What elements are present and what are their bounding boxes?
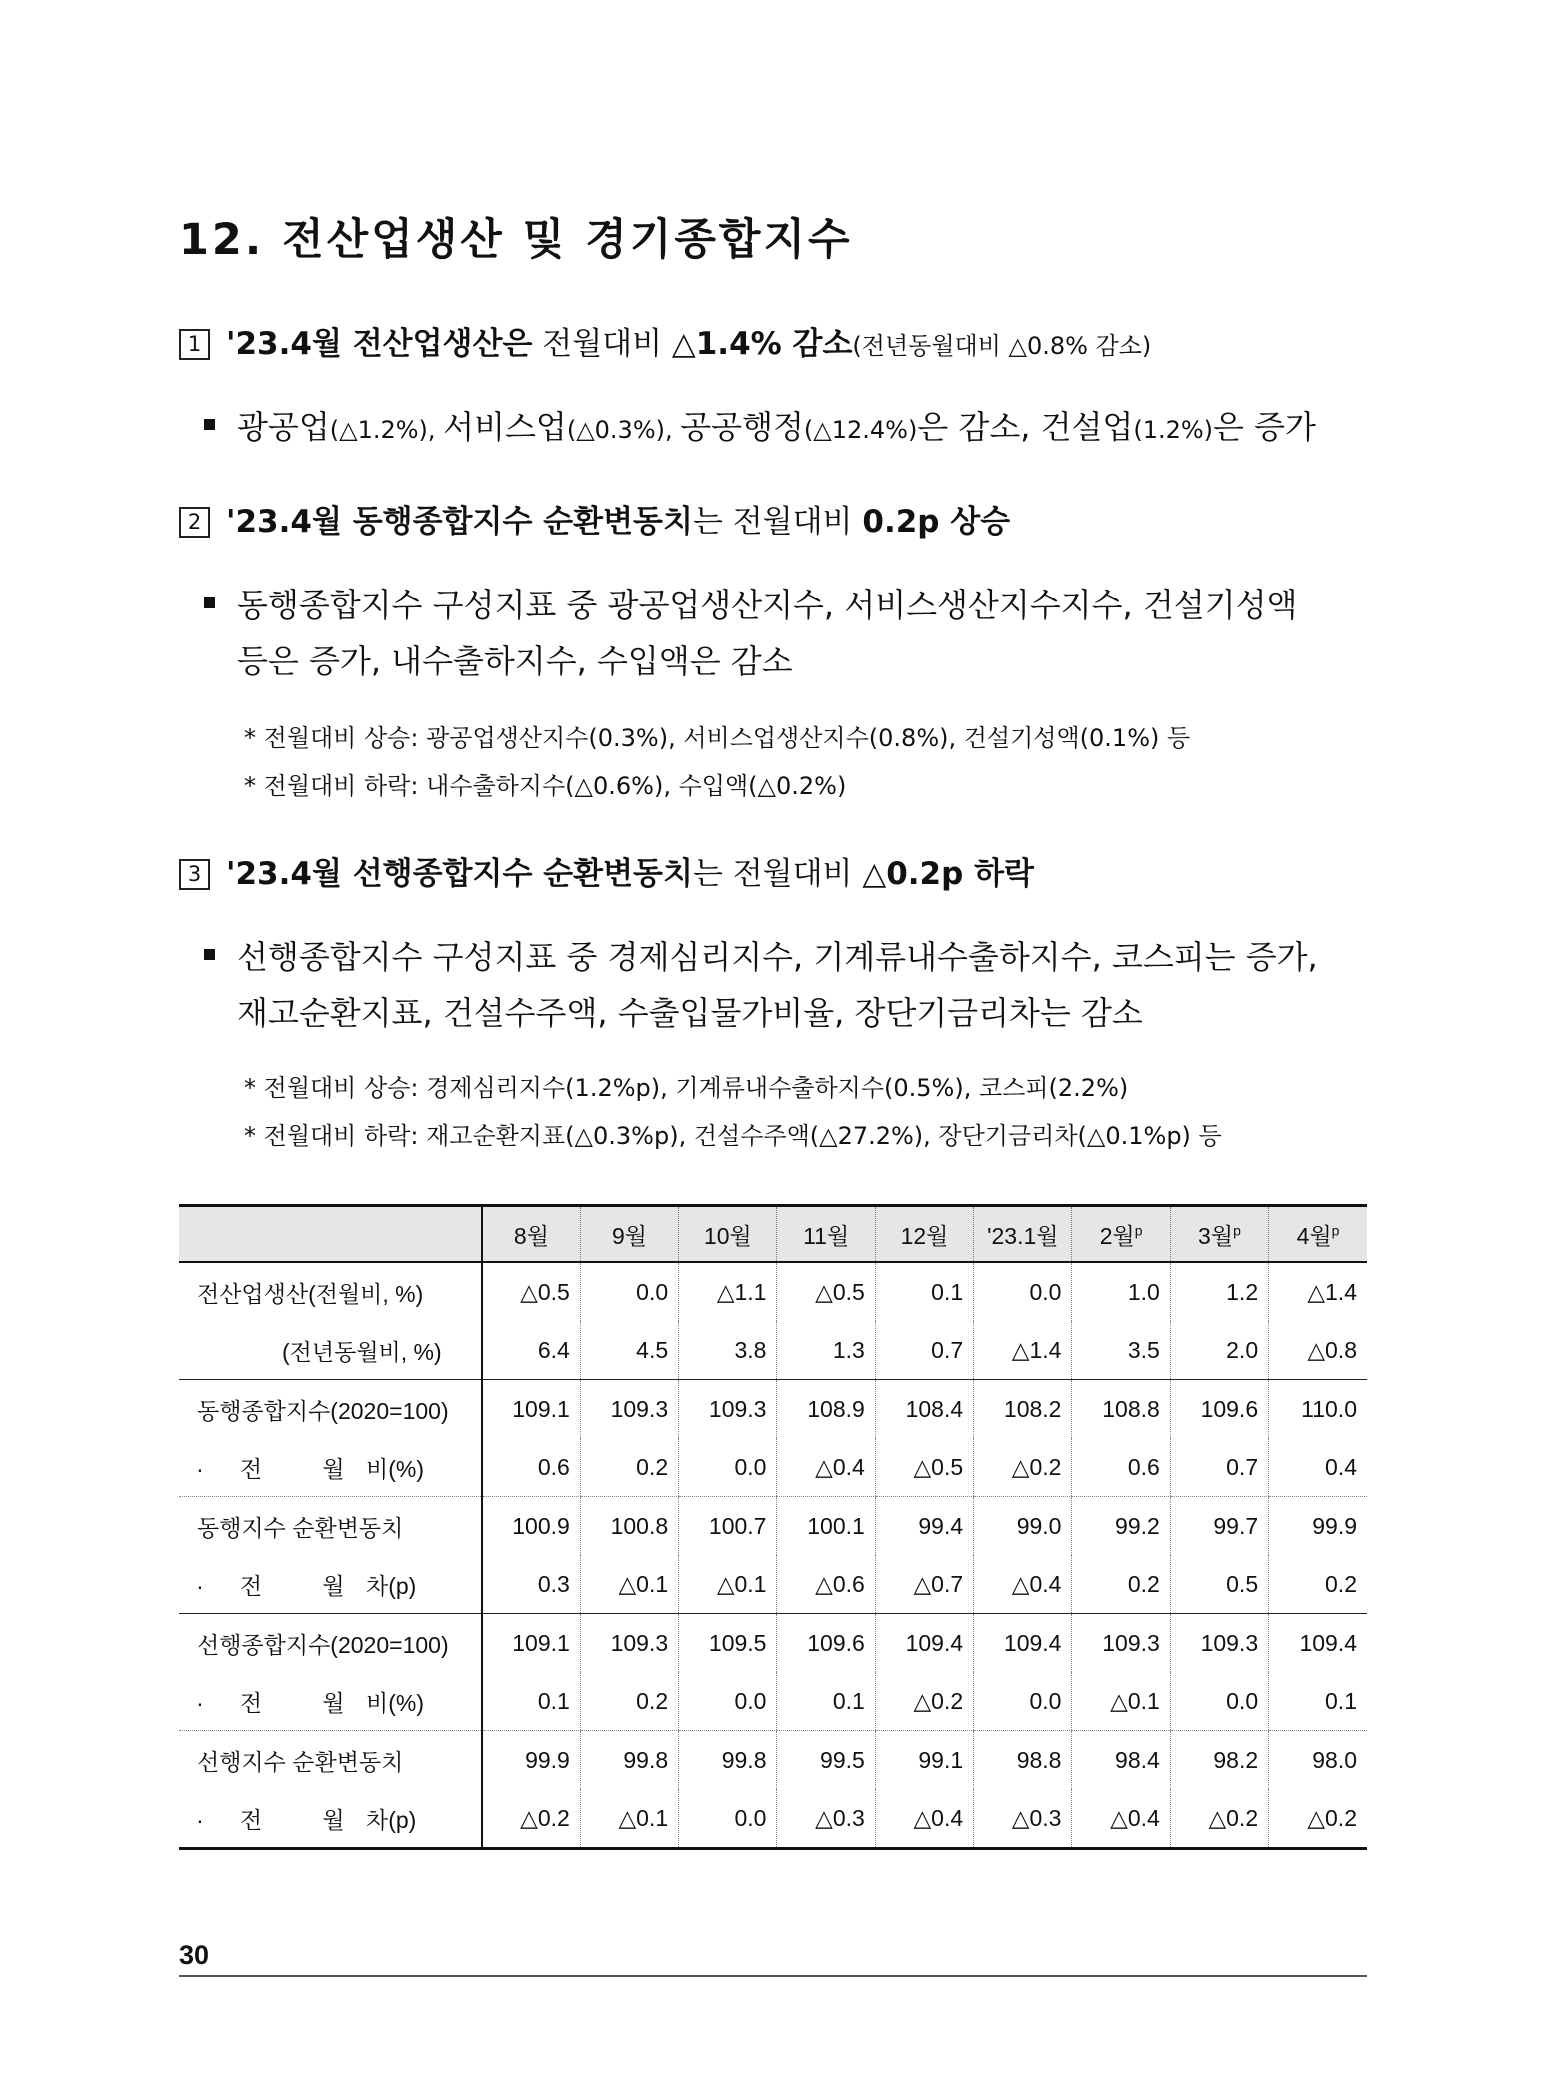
table-cell: 109.3 [580,1614,678,1673]
square-bullet-icon [204,419,215,430]
table-cell: 99.0 [974,1497,1072,1556]
table-cell: △0.5 [777,1262,875,1321]
table-cell: 98.0 [1269,1731,1367,1790]
table-cell: 109.1 [482,1614,580,1673]
row-label: (전년동월비, %) [179,1321,482,1380]
table-cell: △0.3 [777,1789,875,1849]
table-cell: △0.2 [482,1789,580,1849]
table-row [179,1497,1367,1556]
table-cell: 0.1 [777,1672,875,1731]
row-label: · 전 월 차(p) [179,1555,482,1614]
table-cell: △0.4 [1072,1789,1170,1849]
table-cell: 1.2 [1170,1262,1268,1321]
table-cell: △0.4 [974,1555,1072,1614]
table-cell: 0.0 [974,1262,1072,1321]
table-cell: △0.6 [777,1555,875,1614]
table-cell: 108.2 [974,1380,1072,1439]
square-bullet-icon [204,949,215,960]
row-label: 동행지수 순환변동치 [179,1497,482,1556]
header-cell: 4월$^p$ [1269,1206,1367,1263]
table-cell: 0.0 [679,1438,777,1497]
table-cell: 3.5 [1072,1321,1170,1380]
table-row [179,1438,1367,1497]
table-cell: △0.4 [875,1789,973,1849]
table-cell: 0.2 [1269,1555,1367,1614]
table-row [179,1321,1367,1380]
table-cell: △0.2 [1170,1789,1268,1849]
header-cell: 8월 [482,1206,580,1263]
table-cell: 0.7 [875,1321,973,1380]
table-cell: 0.2 [580,1438,678,1497]
table-cell: △0.1 [580,1555,678,1614]
table-cell: △0.2 [1269,1789,1367,1849]
table-cell: 100.1 [777,1497,875,1556]
table-cell: 109.3 [1072,1614,1170,1673]
table-cell: 0.0 [974,1672,1072,1731]
table-cell: △0.4 [777,1438,875,1497]
table-cell: △0.7 [875,1555,973,1614]
header-blank [179,1206,482,1263]
table-cell: 109.3 [580,1380,678,1439]
table-cell: 0.0 [679,1789,777,1849]
table-cell: △0.8 [1269,1321,1367,1380]
table-header-row [179,1206,1367,1263]
page-number: 30 [179,1940,210,1970]
row-label: · 전 월 비(%) [179,1672,482,1731]
section-title: 12. 전산업생산 및 경기종합지수 [179,215,853,265]
table-row [179,1262,1367,1321]
index-table [179,1204,1367,1850]
table-cell: 100.8 [580,1497,678,1556]
table-cell: 99.9 [1269,1497,1367,1556]
table-cell: △0.1 [580,1789,678,1849]
table-cell: 0.0 [1170,1672,1268,1731]
table-cell: 0.0 [679,1672,777,1731]
table-cell: 0.1 [875,1262,973,1321]
table-cell: △0.5 [875,1438,973,1497]
table-cell: 109.1 [482,1380,580,1439]
note-3-2: * 전월대비 하락: 재고순환지표(△0.3%p), 건설수주액(△27.2%), 장단기금리차(△0.1%p) 등 [244,1122,1222,1150]
table-cell: 99.1 [875,1731,973,1790]
bullet-3-line2: 재고순환지표, 건설수주액, 수출입물가비율, 장단기금리차는 감소 [237,994,1143,1032]
footer-rule [179,1975,1367,1977]
table-cell: 108.4 [875,1380,973,1439]
table-cell: 0.2 [580,1672,678,1731]
table-cell: △0.1 [679,1555,777,1614]
table-cell: 109.5 [679,1614,777,1673]
bullet-2-line2: 등은 증가, 내수출하지수, 수입액은 감소 [237,642,793,680]
row-label: 선행지수 순환변동치 [179,1731,482,1790]
row-label: 전산업생산(전월비, %) [179,1262,482,1321]
table-cell: 0.6 [1072,1438,1170,1497]
headline-2: 2 '23.4월 동행종합지수 순환변동치는 전월대비 0.2p 상승 [179,496,1010,541]
header-cell: 9월 [580,1206,678,1263]
table-cell: 100.9 [482,1497,580,1556]
bullet-1: 광공업(△1.2%), 서비스업(△0.3%), 공공행정(△12.4%)은 감소, 건설업(1.2%)은 증가 [204,402,1316,448]
table-cell: 0.6 [482,1438,580,1497]
square-bullet-icon [204,597,215,608]
table-cell: 4.5 [580,1321,678,1380]
table-cell: 109.4 [875,1614,973,1673]
table-cell: 109.3 [1170,1614,1268,1673]
table-row [179,1731,1367,1790]
bullet-3-line1: 선행종합지수 구성지표 중 경제심리지수, 기계류내수출하지수, 코스피는 증가, [204,932,1318,978]
table-cell: 109.6 [1170,1380,1268,1439]
table-cell: 109.6 [777,1614,875,1673]
section-number-box: 1 [179,329,210,360]
table-cell: 99.5 [777,1731,875,1790]
table-cell: 98.4 [1072,1731,1170,1790]
header-cell: 11월 [777,1206,875,1263]
table-cell: △1.1 [679,1262,777,1321]
header-cell: 12월 [875,1206,973,1263]
table-body [179,1262,1367,1849]
table-cell: 0.0 [580,1262,678,1321]
table-cell: 99.8 [580,1731,678,1790]
section-number-box: 3 [179,859,210,890]
table-row [179,1614,1367,1673]
row-label: 동행종합지수(2020=100) [179,1380,482,1439]
table-cell: 0.1 [1269,1672,1367,1731]
note-2-1: * 전월대비 상승: 광공업생산지수(0.3%), 서비스업생산지수(0.8%), 건설기성액(0.1%) 등 [244,724,1191,752]
bullet-2-line1: 동행종합지수 구성지표 중 광공업생산지수, 서비스생산지수지수, 건설기성액 [204,580,1297,626]
header-cell: 2월$^p$ [1072,1206,1170,1263]
table-cell: 0.5 [1170,1555,1268,1614]
table-row [179,1380,1367,1439]
table-cell: 3.8 [679,1321,777,1380]
table-cell: 2.0 [1170,1321,1268,1380]
table-cell: 99.4 [875,1497,973,1556]
table-cell: △0.5 [482,1262,580,1321]
table-cell: △1.4 [1269,1262,1367,1321]
table-cell: 100.7 [679,1497,777,1556]
table-cell: 99.8 [679,1731,777,1790]
row-label: · 전 월 비(%) [179,1438,482,1497]
table-row [179,1789,1367,1849]
section-number-box: 2 [179,507,210,538]
table-cell: 6.4 [482,1321,580,1380]
table-cell: 109.4 [1269,1614,1367,1673]
note-2-2: * 전월대비 하락: 내수출하지수(△0.6%), 수입액(△0.2%) [244,772,847,800]
table-cell: 0.1 [482,1672,580,1731]
table-cell: 109.3 [679,1380,777,1439]
table-cell: 110.0 [1269,1380,1367,1439]
table-cell: △0.1 [1072,1672,1170,1731]
table-cell: 0.7 [1170,1438,1268,1497]
table-cell: 0.3 [482,1555,580,1614]
table-cell: 108.8 [1072,1380,1170,1439]
headline-1: 1 '23.4월 전산업생산은 전월대비 △1.4% 감소(전년동월대비 △0.8% 감소) [179,318,1151,363]
headline-3: 3 '23.4월 선행종합지수 순환변동치는 전월대비 △0.2p 하락 [179,848,1034,893]
table-cell: △0.3 [974,1789,1072,1849]
row-label: 선행종합지수(2020=100) [179,1614,482,1673]
table-cell: 1.3 [777,1321,875,1380]
table-cell: 1.0 [1072,1262,1170,1321]
header-cell: 3월$^p$ [1170,1206,1268,1263]
table-cell: 0.4 [1269,1438,1367,1497]
note-3-1: * 전월대비 상승: 경제심리지수(1.2%p), 기계류내수출하지수(0.5%), 코스피(2.2%) [244,1074,1129,1102]
table-cell: 0.2 [1072,1555,1170,1614]
table-cell: 98.8 [974,1731,1072,1790]
table-cell: 99.9 [482,1731,580,1790]
table-cell: 99.7 [1170,1497,1268,1556]
header-cell: 10월 [679,1206,777,1263]
table-row [179,1555,1367,1614]
table-cell: △0.2 [875,1672,973,1731]
table-row [179,1672,1367,1731]
table-cell: 98.2 [1170,1731,1268,1790]
table-cell: △1.4 [974,1321,1072,1380]
row-label: · 전 월 차(p) [179,1789,482,1849]
table-cell: 99.2 [1072,1497,1170,1556]
table-cell: 109.4 [974,1614,1072,1673]
header-cell: '23.1월 [974,1206,1072,1263]
table-cell: 108.9 [777,1380,875,1439]
table-cell: △0.2 [974,1438,1072,1497]
